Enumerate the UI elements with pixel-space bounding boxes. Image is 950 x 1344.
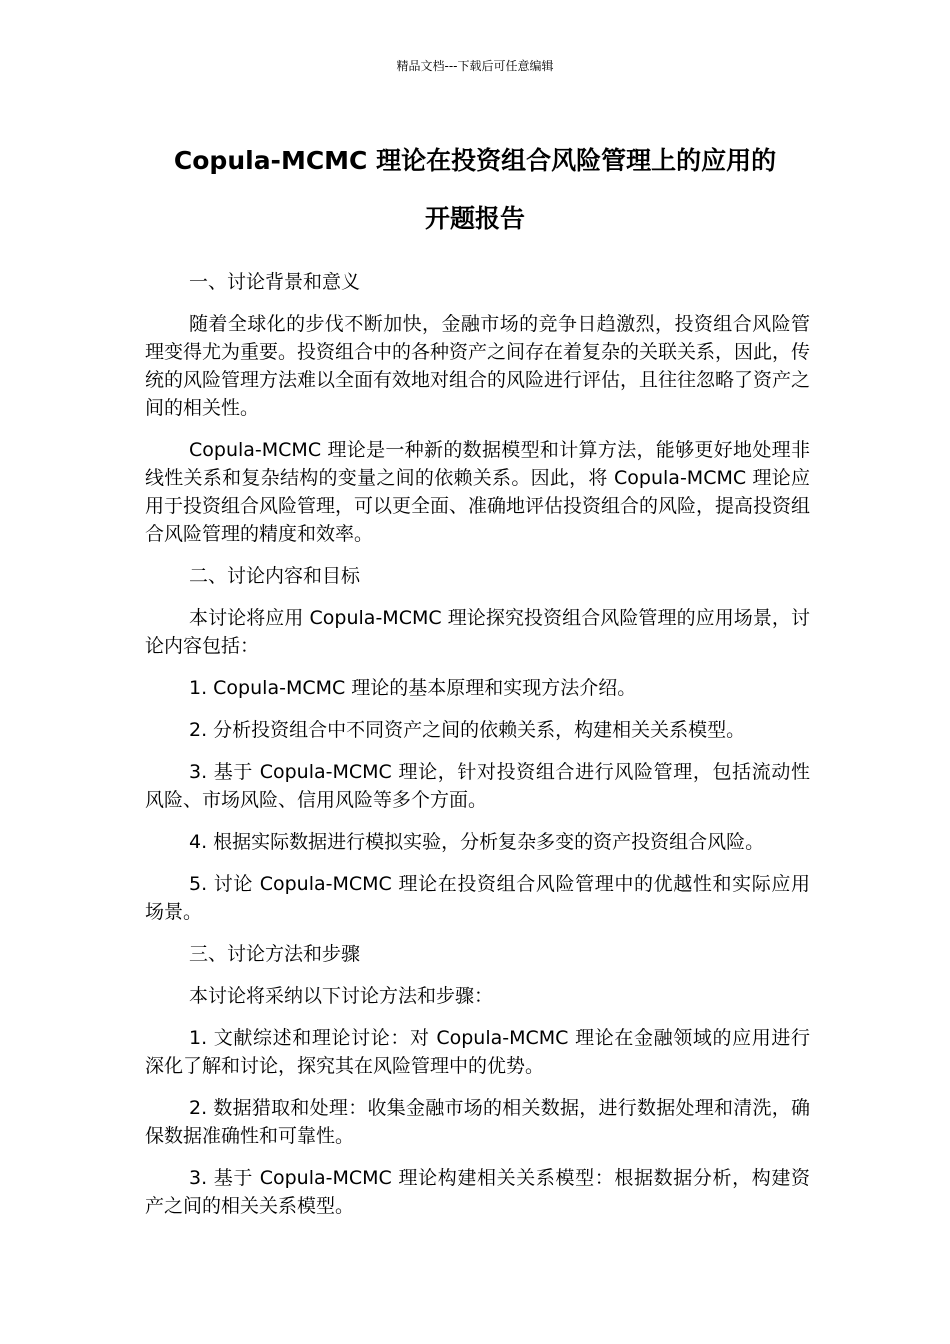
header-note: 精品文档---下载后可任意编辑: [396, 59, 554, 73]
paragraph-background-1: 随着全球化的步伐不断加快，金融市场的竞争日趋激烈，投资组合风险管理变得尤为重要。投资组合中的各种资产之间存在着复杂的关联关系，因此，传统的风险管理方法难以全面有效地对组合的风险进行评估，且往往忽略了资产之间的相关性。: [145, 313, 811, 419]
section-heading-methods: 三、讨论方法和步骤: [189, 943, 361, 965]
content-item-1: 1. Copula-MCMC 理论的基本原理和实现方法介绍。: [189, 677, 637, 699]
paragraph-background-2: Copula-MCMC 理论是一种新的数据模型和计算方法，能够更好地处理非线性关系和复杂结构的变量之间的依赖关系。因此，将 Copula-MCMC 理论应用于投资组合风险管理，可以更全面、准确地评估投资组合的风险，提高投资组合风险管理的精度和效率。: [145, 439, 811, 545]
content-item-5: 5. 讨论 Copula-MCMC 理论在投资组合风险管理中的优越性和实际应用场景。: [145, 873, 810, 923]
title-line-1: Copula-MCMC 理论在投资组合风险管理上的应用的: [173, 146, 777, 175]
section-heading-background: 一、讨论背景和意义: [189, 271, 361, 293]
section-heading-content: 二、讨论内容和目标: [189, 565, 361, 587]
content-item-4: 4. 根据实际数据进行模拟实验，分析复杂多变的资产投资组合风险。: [189, 831, 765, 853]
method-item-1: 1. 文献综述和理论讨论：对 Copula-MCMC 理论在金融领域的应用进行深化了解和讨论，探究其在风险管理中的优势。: [145, 1027, 810, 1077]
paragraph-methods-intro: 本讨论将采纳以下讨论方法和步骤：: [189, 985, 494, 1007]
method-item-3: 3. 基于 Copula-MCMC 理论构建相关关系模型：根据数据分析，构建资产之间的相关关系模型。: [145, 1167, 810, 1217]
document-body: [145, 268, 810, 1234]
content-item-2: 2. 分析投资组合中不同资产之间的依赖关系，构建相关关系模型。: [189, 719, 746, 741]
title-line-2: 开题报告: [424, 204, 525, 233]
method-item-2: 2. 数据猎取和处理：收集金融市场的相关数据，进行数据处理和清洗，确保数据准确性和可靠性。: [145, 1097, 810, 1147]
content-item-3: 3. 基于 Copula-MCMC 理论，针对投资组合进行风险管理，包括流动性风险、市场风险、信用风险等多个方面。: [145, 761, 810, 811]
document-title: [120, 132, 830, 248]
paragraph-content-intro: 本讨论将应用 Copula-MCMC 理论探究投资组合风险管理的应用场景，讨论内容包括：: [145, 607, 810, 657]
